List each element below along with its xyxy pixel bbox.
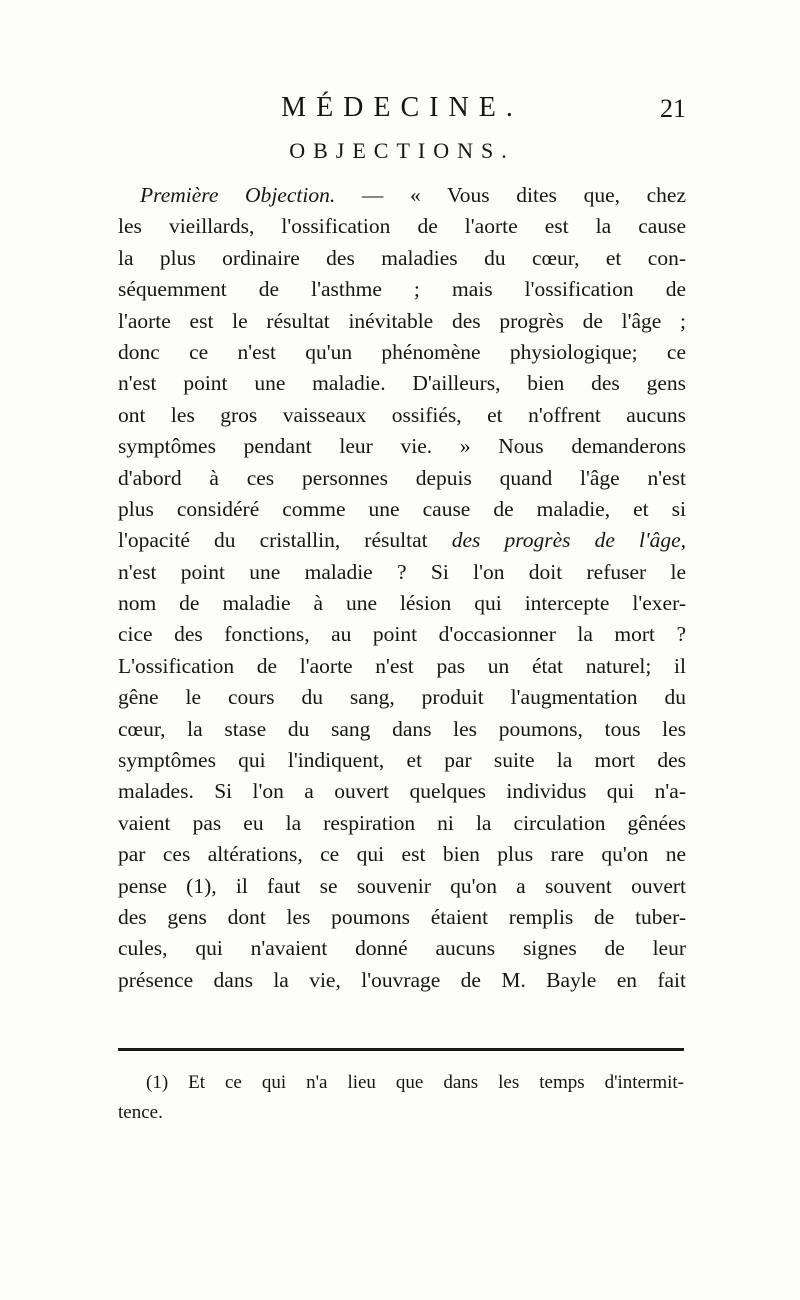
footnote — [118, 1068, 684, 1128]
text-segment: — « Vous dites que, chez — [361, 183, 687, 207]
text-line: gêne le cours du sang, produit l'augmentation du — [118, 685, 686, 710]
body-paragraph — [118, 180, 686, 996]
section-title: OBJECTIONS. — [289, 138, 515, 163]
text-line: par ces altérations, ce qui est bien plus rare qu'on ne — [118, 842, 686, 867]
text-line: nom de maladie à une lésion qui intercepte l'exer- — [118, 591, 686, 616]
text-line: donc ce n'est qu'un phénomène physiologique; ce — [118, 339, 686, 364]
footnote-rule — [118, 1048, 684, 1051]
footnote-line: tence. — [118, 1102, 163, 1123]
text-line: cœur, la stase du sang dans les poumons, tous les — [118, 716, 686, 741]
text-line: vaient pas eu la respiration ni la circulation gênées — [118, 810, 686, 835]
text-line: plus considéré comme une cause de maladie, et si — [118, 496, 686, 521]
text-line: la plus ordinaire des maladies du cœur, et con- — [118, 245, 686, 270]
text-segment: l'opacité du cristallin, résultat — [118, 528, 428, 553]
text-line: l'aorte est le résultat inévitable des progrès de l'âge ; — [118, 308, 686, 333]
italic-phrase: des progrès de l'âge, — [451, 528, 686, 553]
text-line: d'abord à ces personnes depuis quand l'âge n'est — [118, 465, 686, 490]
text-line: cules, qui n'avaient donné aucuns signes de leur — [118, 936, 686, 961]
text-line: malades. Si l'on a ouvert quelques individus qui n'a- — [118, 779, 686, 804]
text-line — [118, 180, 686, 211]
text-line: symptômes pendant leur vie. » Nous demanderons — [118, 434, 686, 459]
text-line — [118, 525, 686, 556]
text-line: les vieillards, l'ossification de l'aorte est la cause — [118, 214, 686, 239]
text-line: présence dans la vie, l'ouvrage de M. Bayle en fait — [118, 967, 686, 992]
text-line: symptômes qui l'indiquent, et par suite la mort des — [118, 748, 686, 773]
text-line: pense (1), il faut se souvenir qu'on a souvent ouvert — [118, 873, 686, 898]
text-line: n'est point une maladie. D'ailleurs, bien des gens — [118, 371, 686, 396]
footnote-line: (1) Et ce qui n'a lieu que dans les temps d'intermit- — [146, 1072, 684, 1093]
page-number: 21 — [660, 94, 686, 123]
text-line: des gens dont les poumons étaient remplis de tuber- — [118, 904, 686, 929]
objection-label: Première Objection. — [140, 183, 336, 207]
text-line: cice des fonctions, au point d'occasionner la mort ? — [118, 622, 686, 647]
running-head — [118, 92, 686, 132]
text-line: ont les gros vaisseaux ossifiés, et n'offrent aucuns — [118, 402, 686, 427]
running-title: MÉDECINE. — [281, 92, 523, 123]
text-line: n'est point une maladie ? Si l'on doit refuser le — [118, 559, 686, 584]
text-line: L'ossification de l'aorte n'est pas un état naturel; il — [118, 653, 686, 678]
text-line: séquemment de l'asthme ; mais l'ossification de — [118, 277, 686, 302]
